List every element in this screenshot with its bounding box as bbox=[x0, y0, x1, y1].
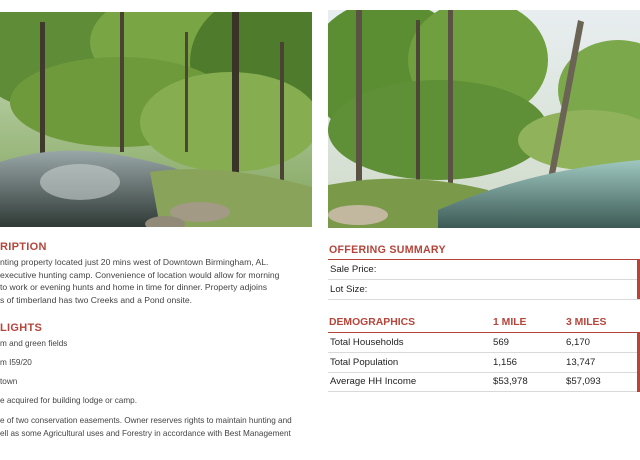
offering-summary-heading: OFFERING SUMMARY bbox=[329, 244, 446, 256]
offering-row-lot-size bbox=[328, 280, 640, 300]
description-line: nting property located just 20 mins west of Downtown Birmingham, AL. bbox=[0, 257, 269, 267]
demographic-label: Average HH Income bbox=[330, 376, 417, 387]
offering-row-sale-price bbox=[328, 260, 640, 280]
offering-label: Sale Price: bbox=[330, 264, 377, 275]
table-row bbox=[328, 372, 640, 392]
demographic-label: Total Households bbox=[330, 337, 404, 348]
demographic-value-1-mile: 569 bbox=[493, 337, 510, 348]
property-photo-creek bbox=[0, 12, 312, 227]
offering-label: Lot Size: bbox=[330, 284, 368, 295]
property-photo-pond bbox=[328, 10, 640, 228]
description-line: executive hunting camp. Convenience of location would allow for morning bbox=[0, 269, 280, 280]
highlight-item: m I59/20 bbox=[0, 358, 32, 367]
highlight-item: town bbox=[0, 377, 18, 386]
description-line: to work or evening hunts and home in time for dinner. Property adjoins bbox=[0, 282, 268, 292]
highlight-item: ell as some Agricultural uses and Forestry in accordance with Best Management bbox=[0, 429, 291, 438]
table-row bbox=[328, 333, 640, 353]
highlights-heading: LIGHTS bbox=[0, 322, 43, 334]
description-heading: RIPTION bbox=[0, 241, 47, 253]
highlight-item: m and green fields bbox=[0, 339, 68, 348]
table-row bbox=[328, 353, 640, 373]
demographic-value-3-miles: 13,747 bbox=[566, 357, 596, 368]
demographics-heading: DEMOGRAPHICS bbox=[329, 317, 416, 328]
demographic-label: Total Population bbox=[330, 357, 399, 368]
demographic-value-1-mile: $53,978 bbox=[493, 376, 528, 387]
description-line: s of timberland has two Creeks and a Pond onsite. bbox=[0, 294, 193, 305]
demographic-value-3-miles: $57,093 bbox=[566, 376, 601, 387]
highlight-item: e acquired for building lodge or camp. bbox=[0, 396, 137, 405]
demographic-value-3-miles: 6,170 bbox=[566, 337, 591, 348]
demographic-value-1-mile: 1,156 bbox=[493, 357, 518, 368]
highlight-item: e of two conservation easements. Owner reserves rights to maintain hunting and bbox=[0, 416, 292, 425]
demographics-col-3-miles: 3 MILES bbox=[566, 317, 607, 328]
demographics-col-1-mile: 1 MILE bbox=[493, 317, 527, 328]
